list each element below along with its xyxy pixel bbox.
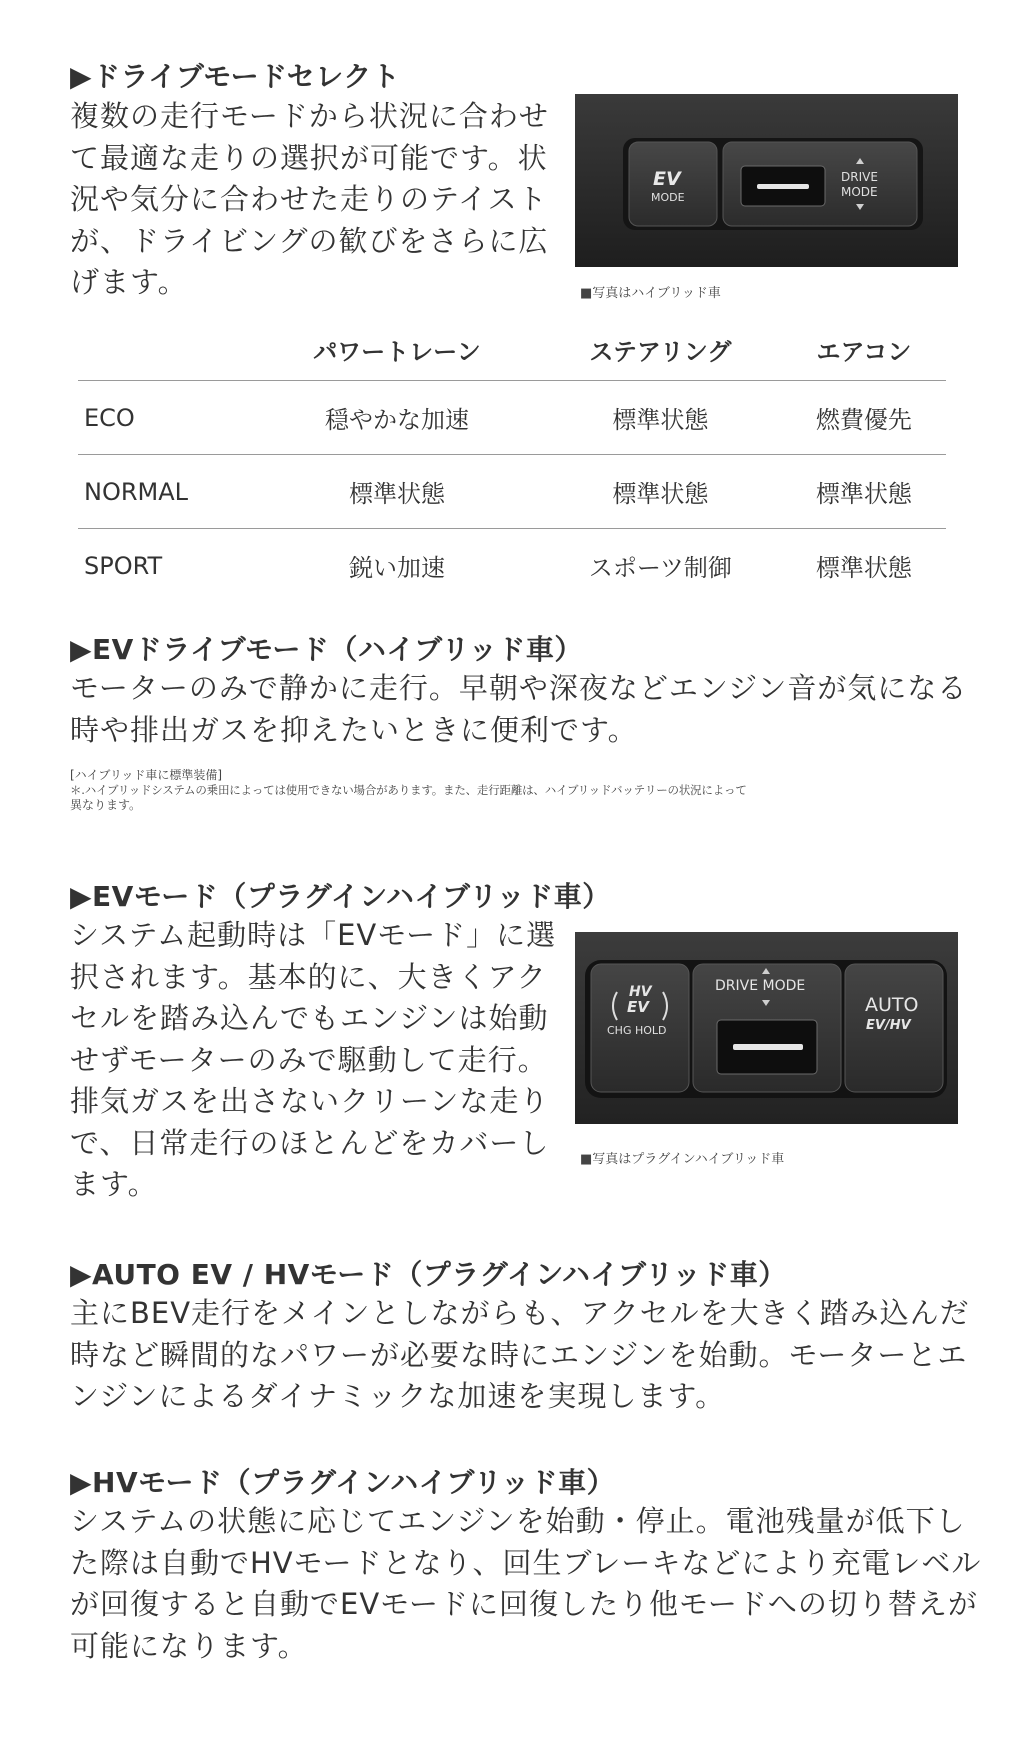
drive-mode-sublabel: MODE <box>841 185 878 199</box>
phev-drive-mode-switch-photo <box>575 932 958 1124</box>
table-cell: ECO <box>78 381 255 455</box>
chg-hold-label: CHG HOLD <box>607 1024 667 1037</box>
drive-mode-table <box>78 318 946 602</box>
ev-drive-mode-heading: ▶EVドライブモード（ハイブリッド車） <box>70 633 583 666</box>
hv-label: HV <box>629 984 652 1000</box>
text-line: モーターのみで静かに走行。早朝や深夜などエンジン音が気になる <box>70 671 968 705</box>
text-line: げます。 <box>70 265 188 299</box>
text-line: で、日常走行のほとんどをカバーし <box>70 1125 550 1160</box>
drive-mode-label: DRIVE MODE <box>715 978 806 994</box>
phev-photo-caption: ■写真はプラグインハイブリッド車 <box>580 1152 785 1167</box>
table-cell: NORMAL <box>78 455 255 529</box>
table-header-cell <box>78 318 255 381</box>
ev-label: EV <box>627 998 649 1016</box>
note-line: [ハイブリッド車に標準装備] <box>70 768 223 782</box>
table-cell: 標準状態 <box>815 554 912 582</box>
ev-mode-button-sublabel: MODE <box>651 191 685 204</box>
text-line: 時や排出ガスを抑えたいときに便利です。 <box>70 712 638 747</box>
text-line: 主にBEV走行をメインとしながらも、アクセルを大きく踏み込んだ <box>70 1296 970 1330</box>
text-line: システム起動時は「EVモード」に選 <box>70 918 557 952</box>
text-line: て最適な走りの選択が可能です。状 <box>70 140 548 175</box>
table-cell: 標準状態 <box>539 381 782 455</box>
table-row <box>78 381 946 455</box>
text-line: が、ドライビングの歓びをさらに広 <box>70 223 549 258</box>
text-line: せずモーターのみで駆動して走行。 <box>70 1042 548 1077</box>
ev-mode-button-label: EV <box>653 168 681 190</box>
hybrid-drive-mode-switch-photo <box>575 94 958 267</box>
text-line: 可能になります。 <box>70 1628 308 1663</box>
drive-mode-label: DRIVE <box>841 170 878 184</box>
table-header-cell: エアコン <box>782 318 946 381</box>
auto-ev-hv-mode-heading: ▶AUTO EV / HVモード（プラグインハイブリッド車） <box>70 1258 787 1291</box>
text-line: 況や気分に合わせた走りのテイスト <box>70 182 548 216</box>
ev-drive-mode-text <box>70 668 967 751</box>
ev-hv-label: EV/HV <box>866 1018 911 1033</box>
ev-mode-phev-heading: ▶EVモード（プラグインハイブリッド車） <box>70 880 611 913</box>
table-cell: 穏やかな加速 <box>255 381 539 455</box>
ev-mode-phev-text <box>70 915 557 1206</box>
table-cell: SPORT <box>84 551 163 580</box>
note-line: 異なります。 <box>70 798 142 812</box>
drive-mode-select-heading: ▶ドライブモードセレクト <box>70 60 401 93</box>
switch-panel-illustration <box>575 94 958 267</box>
hybrid-photo-caption: ■写真はハイブリッド車 <box>580 286 721 301</box>
text-line: システムの状態に応じてエンジンを始動・停止。電池残量が低下し <box>70 1504 966 1538</box>
table-cell: 標準状態 <box>539 455 782 529</box>
table-cell: 標準状態 <box>782 455 946 529</box>
ev-drive-mode-note <box>70 768 950 813</box>
table-header-row <box>78 318 946 381</box>
text-line: 択されます。基本的に、大きくアク <box>70 959 547 994</box>
text-line: ます。 <box>70 1167 158 1201</box>
text-line: 時など瞬間的なパワーが必要な時にエンジンを始動。モーターとエ <box>70 1337 968 1372</box>
text-line: 排気ガスを出さないクリーンな走り <box>70 1084 550 1118</box>
text-line: が回復すると自動でEVモードに回復したり他モードへの切り替えが <box>70 1587 978 1621</box>
table-cell: 標準状態 <box>255 455 539 529</box>
text-line: セルを踏み込んでもエンジンは始動 <box>70 1001 549 1035</box>
note-line: ＊.ハイブリッドシステムの乗田によっては使用できない場合があります。また、走行距離は、ハイブリッドバッテリーの状況によって <box>70 783 747 797</box>
drive-mode-select-text <box>70 96 550 304</box>
hv-mode-text <box>70 1501 981 1667</box>
text-line: た際は自動でHVモードとなり、回生ブレーキなどにより充電レベル <box>70 1545 982 1580</box>
table-header-cell: パワートレーン <box>255 318 539 381</box>
table-row <box>78 529 946 603</box>
table-cell: 燃費優先 <box>782 381 946 455</box>
table-header-cell: ステアリング <box>539 318 782 381</box>
table-row <box>78 455 946 529</box>
auto-label: AUTO <box>865 994 919 1016</box>
table-cell: 鋭い加速 <box>348 554 445 582</box>
text-line: ンジンによるダイナミックな加速を実現します。 <box>70 1379 726 1413</box>
text-line: 複数の走行モードから状況に合わせ <box>70 99 549 133</box>
table-cell: スポーツ制御 <box>588 554 732 582</box>
hv-mode-heading: ▶HVモード（プラグインハイブリッド車） <box>70 1466 616 1499</box>
auto-ev-hv-mode-text <box>70 1293 970 1418</box>
